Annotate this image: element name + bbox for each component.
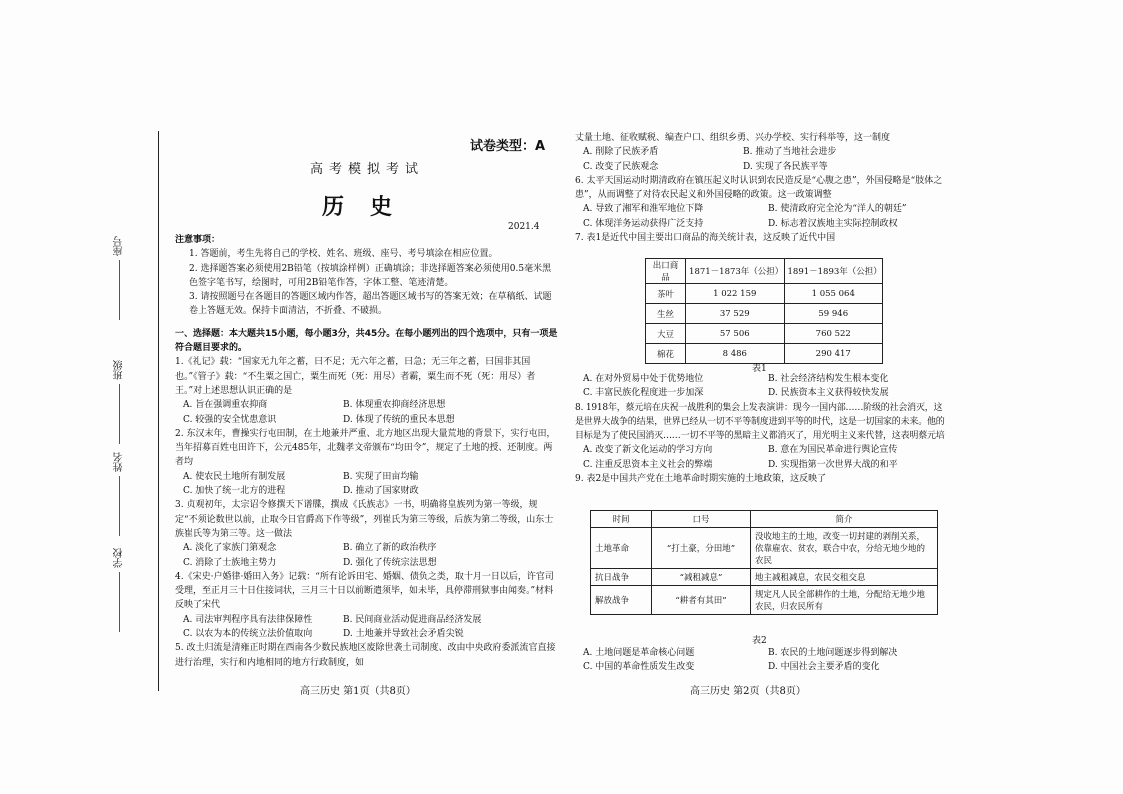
option[interactable]: A. 削除了民族矛盾 <box>583 147 659 158</box>
note-1: 1. 答题前，考生先将自己的学校、姓名、班级、座号、考号填涂在相应位置。 <box>189 249 498 260</box>
question-3: 3. 贞观初年，太宗诏令修撰天下谱牒，撰成《氏族志》一书，明确将皇族列为第一等级，规定“不须论数世以前，止取今日官爵高下作等级”，列崔氏为第三等级，后族为第二等级，山东士族崔氏等为第三等。这一做法 <box>175 500 554 539</box>
cell: “打土豪，分田地” <box>652 528 751 569</box>
option[interactable]: D. 中国社会主要矛盾的变化 <box>768 662 880 673</box>
cell: “减租减息” <box>652 569 751 586</box>
cell: 生丝 <box>646 304 686 324</box>
note-3: 3. 请按照题号在各题目的答题区域内作答，超出答题区域书写的答案无效；在草稿纸、试题卷上答题无效。保持卡面清洁，不折叠、不破损。 <box>189 292 552 317</box>
question-7: 7. 表1是近代中国主要出口商品的海关统计表，这反映了近代中国 <box>575 233 836 244</box>
left-column <box>175 233 560 670</box>
name-label: 姓名 <box>112 452 127 536</box>
q4-options <box>175 613 560 642</box>
option[interactable]: C. 较强的安全忧患意识 <box>183 414 277 425</box>
table-row <box>646 324 883 344</box>
table-row <box>591 528 938 569</box>
option[interactable]: A. 旨在强调重农抑商 <box>183 400 268 411</box>
exam-subtitle: 高考模拟考试 <box>310 162 425 177</box>
table-header: 1871－1873年（公担） <box>686 259 784 284</box>
note-2: 2. 选择题答案必须使用2B铅笔（按填涂样例）正确填涂；非选择题答案必须使用0.5毫米黑色签字笔书写，绘图时，可用2B铅笔作答，字体工整、笔迹清楚。 <box>189 263 552 288</box>
table-row <box>591 569 938 586</box>
cell: 茶叶 <box>646 284 686 304</box>
question-5-continued: 丈量土地、征收赋税、编查户口、组织乡勇、兴办学校、实行科举等，这一制度 <box>575 133 891 143</box>
binding-line <box>158 131 159 691</box>
cell: 地主减租减息，农民交租交息 <box>751 569 938 586</box>
table-row <box>646 284 883 304</box>
q1-options <box>175 398 560 427</box>
notes-title: 注意事项： <box>175 235 221 245</box>
q7-options <box>575 372 945 401</box>
cell: 290 417 <box>784 344 883 364</box>
school-label: 学校 <box>112 548 127 632</box>
section-heading: 一、选择题：本大题共15小题，每小题3分，共45分。在每小题列出的四个选项中，只有一项是符合题目要求的。 <box>175 328 558 354</box>
question-5: 5. 改土归流是清雍正时期在西南各少数民族地区废除世袭土司制度、改由中央政府委派流官直接进行治理，实行和内地相同的地方行政制度，如 <box>175 643 556 668</box>
paper-type: 试卷类型：A <box>470 139 546 154</box>
option[interactable]: B. 体现重农抑商经济思想 <box>343 400 446 411</box>
option[interactable]: D. 体现了传统的重民本思想 <box>343 414 455 425</box>
option[interactable]: D. 实现指第一次世界大战的和平 <box>768 459 898 470</box>
option[interactable]: A. 司法审判程序具有法律保障性 <box>183 614 313 625</box>
option[interactable]: B. 推动了当地社会进步 <box>743 147 837 158</box>
exam-date: 2021.4 <box>508 222 540 232</box>
option[interactable]: A. 土地问题是革命核心问题 <box>583 648 695 658</box>
option[interactable]: B. 使清政府完全沦为“洋人的朝廷” <box>768 204 907 215</box>
right-column <box>575 131 945 245</box>
class-label: 班级 <box>112 360 127 444</box>
cell: 59 946 <box>784 304 883 324</box>
q3-options <box>175 541 560 570</box>
option[interactable]: D. 实现了各民族平等 <box>743 161 828 172</box>
right-column-middle <box>575 372 945 486</box>
option[interactable]: B. 社会经济结构发生根本变化 <box>768 374 889 384</box>
table-1 <box>645 258 883 364</box>
subject-title: 历史 <box>322 195 419 220</box>
right-column-bottom <box>575 646 945 675</box>
option[interactable]: C. 以农为本的传统立法价值取向 <box>183 629 313 640</box>
option[interactable]: C. 丰富民族化程度进一步加深 <box>583 388 704 399</box>
table-row <box>591 586 938 615</box>
table-header: 时间 <box>591 511 652 528</box>
option[interactable]: C. 体现洋务运动获得广泛支持 <box>583 218 704 229</box>
option[interactable]: B. 实现了田亩均输 <box>343 471 419 482</box>
option[interactable]: A. 淡化了家族门第观念 <box>183 543 277 554</box>
cell: 8 486 <box>686 344 784 364</box>
option[interactable]: D. 强化了传统宗法思想 <box>343 557 437 568</box>
table-header: 1891－1893年（公担） <box>784 259 883 284</box>
table-header: 口号 <box>652 511 751 528</box>
question-9: 9. 表2是中国共产党在土地革命时期实施的土地政策，这反映了 <box>575 474 827 485</box>
seat-label: 座号 <box>112 236 127 320</box>
option[interactable]: B. 农民的土地问题逐步得到解决 <box>768 648 898 658</box>
cell: 760 522 <box>784 324 883 344</box>
q5-options <box>575 145 945 174</box>
cell: 解放战争 <box>591 586 652 615</box>
option[interactable]: C. 加快了统一北方的进程 <box>183 486 286 497</box>
question-8: 8. 1918年，蔡元培在庆祝一战胜利的集会上发表演讲：现今一国内部……阶级的社会消灭，这是世界大战争的结果，世界已经从一切不平等制度进到平等的时代，这是一切国家的未来。他的目标是为了使民国消灭……一切不平等的黑暗主义都消灭了，用光明主义来代替，这表明蔡元培 <box>575 402 945 442</box>
table-header: 出口商品 <box>646 259 686 284</box>
question-6: 6. 太平天国运动时期清政府在镇压起义时认识到农民造反是“心腹之患”，外国侵略是“肢体之患”，从而调整了对待农民起义和外国侵略的政策。这一政策调整 <box>575 175 943 201</box>
cell: 1 055 064 <box>784 284 883 304</box>
cell: 没收地主的土地，改变一切封建的剥削关系，依靠雇农、贫农，联合中农，分给无地少地的农民 <box>751 528 938 569</box>
q9-options <box>575 646 945 675</box>
table-header-row <box>591 511 938 528</box>
q6-options <box>575 202 945 231</box>
option[interactable]: D. 民族资本主义获得较快发展 <box>768 388 889 399</box>
cell: “耕者有其田” <box>652 586 751 615</box>
option[interactable]: D. 标志着汉族地主实际控制政权 <box>768 218 898 229</box>
cell: 37 529 <box>686 304 784 324</box>
option[interactable]: C. 改变了民族观念 <box>583 161 659 172</box>
q2-options <box>175 470 560 499</box>
cell: 57 506 <box>686 324 784 344</box>
cell: 1 022 159 <box>686 284 784 304</box>
right-footer: 高三历史 第2页（共8页） <box>690 686 806 697</box>
option[interactable]: A. 在对外贸易中处于优势地位 <box>583 374 704 384</box>
question-2: 2. 东汉末年，曹操实行屯田制，在土地兼并严重、北方地区出现大量荒地的背景下，实行屯田，当年招募百姓屯田许下，公元485年，北魏孝文帝颁布“均田令”，规定了土地的授、还制度。两者均 <box>175 428 556 468</box>
option[interactable]: C. 消除了士族地主势力 <box>183 557 277 568</box>
cell: 大豆 <box>646 324 686 344</box>
table-header-row <box>646 259 883 284</box>
option[interactable]: D. 推动了国家财政 <box>343 486 419 497</box>
option[interactable]: C. 中国的革命性质发生改变 <box>583 662 695 673</box>
option[interactable]: A. 导致了湘军和淮军地位下降 <box>583 204 704 215</box>
option[interactable]: B. 民间商业活动促进商品经济发展 <box>343 614 482 625</box>
option[interactable]: B. 意在为国民革命进行舆论宣传 <box>768 445 898 456</box>
option[interactable]: A. 使农民土地所有制发展 <box>183 471 286 482</box>
option[interactable]: C. 注重反思资本主义社会的弊端 <box>583 459 713 470</box>
table-row <box>646 304 883 324</box>
table-2-caption: 表2 <box>752 636 767 646</box>
cell: 棉花 <box>646 344 686 364</box>
table-header: 简介 <box>751 511 938 528</box>
question-1: 1.《礼记》载：“国家无九年之蓄，曰不足；无六年之蓄，曰急；无三年之蓄，曰国非其国也。”《管子》载：“不生粟之国亡，粟生而死（死：用尽）者霸，粟生而不死（死：用尽）者王。”对上述思想认识正确的是 <box>175 357 536 396</box>
left-footer: 高三历史 第1页（共8页） <box>300 686 416 697</box>
cell: 土地革命 <box>591 528 652 569</box>
table-1-caption: 表1 <box>752 364 767 374</box>
option[interactable]: D. 土地兼并导致社会矛盾尖锐 <box>343 629 464 640</box>
option[interactable]: A. 改变了新文化运动的学习方向 <box>583 445 713 456</box>
option[interactable]: B. 确立了新的政治秩序 <box>343 543 437 554</box>
question-4: 4.《宋史·户婚律·婚田入务》记载：“所有论诉田宅、婚姻、债负之类，取十月一日以后，许官司受理，至正月三十日住接词状，三月三十日以前断遣须毕，如未毕，具停滞刑狱事由闻奏。”材料反映了宋代 <box>175 571 554 611</box>
table-2 <box>590 510 938 615</box>
cell: 规定凡人民全部耕作的土地，分配给无地少地农民，归农民所有 <box>751 586 938 615</box>
cell: 抗日战争 <box>591 569 652 586</box>
q8-options <box>575 443 945 472</box>
